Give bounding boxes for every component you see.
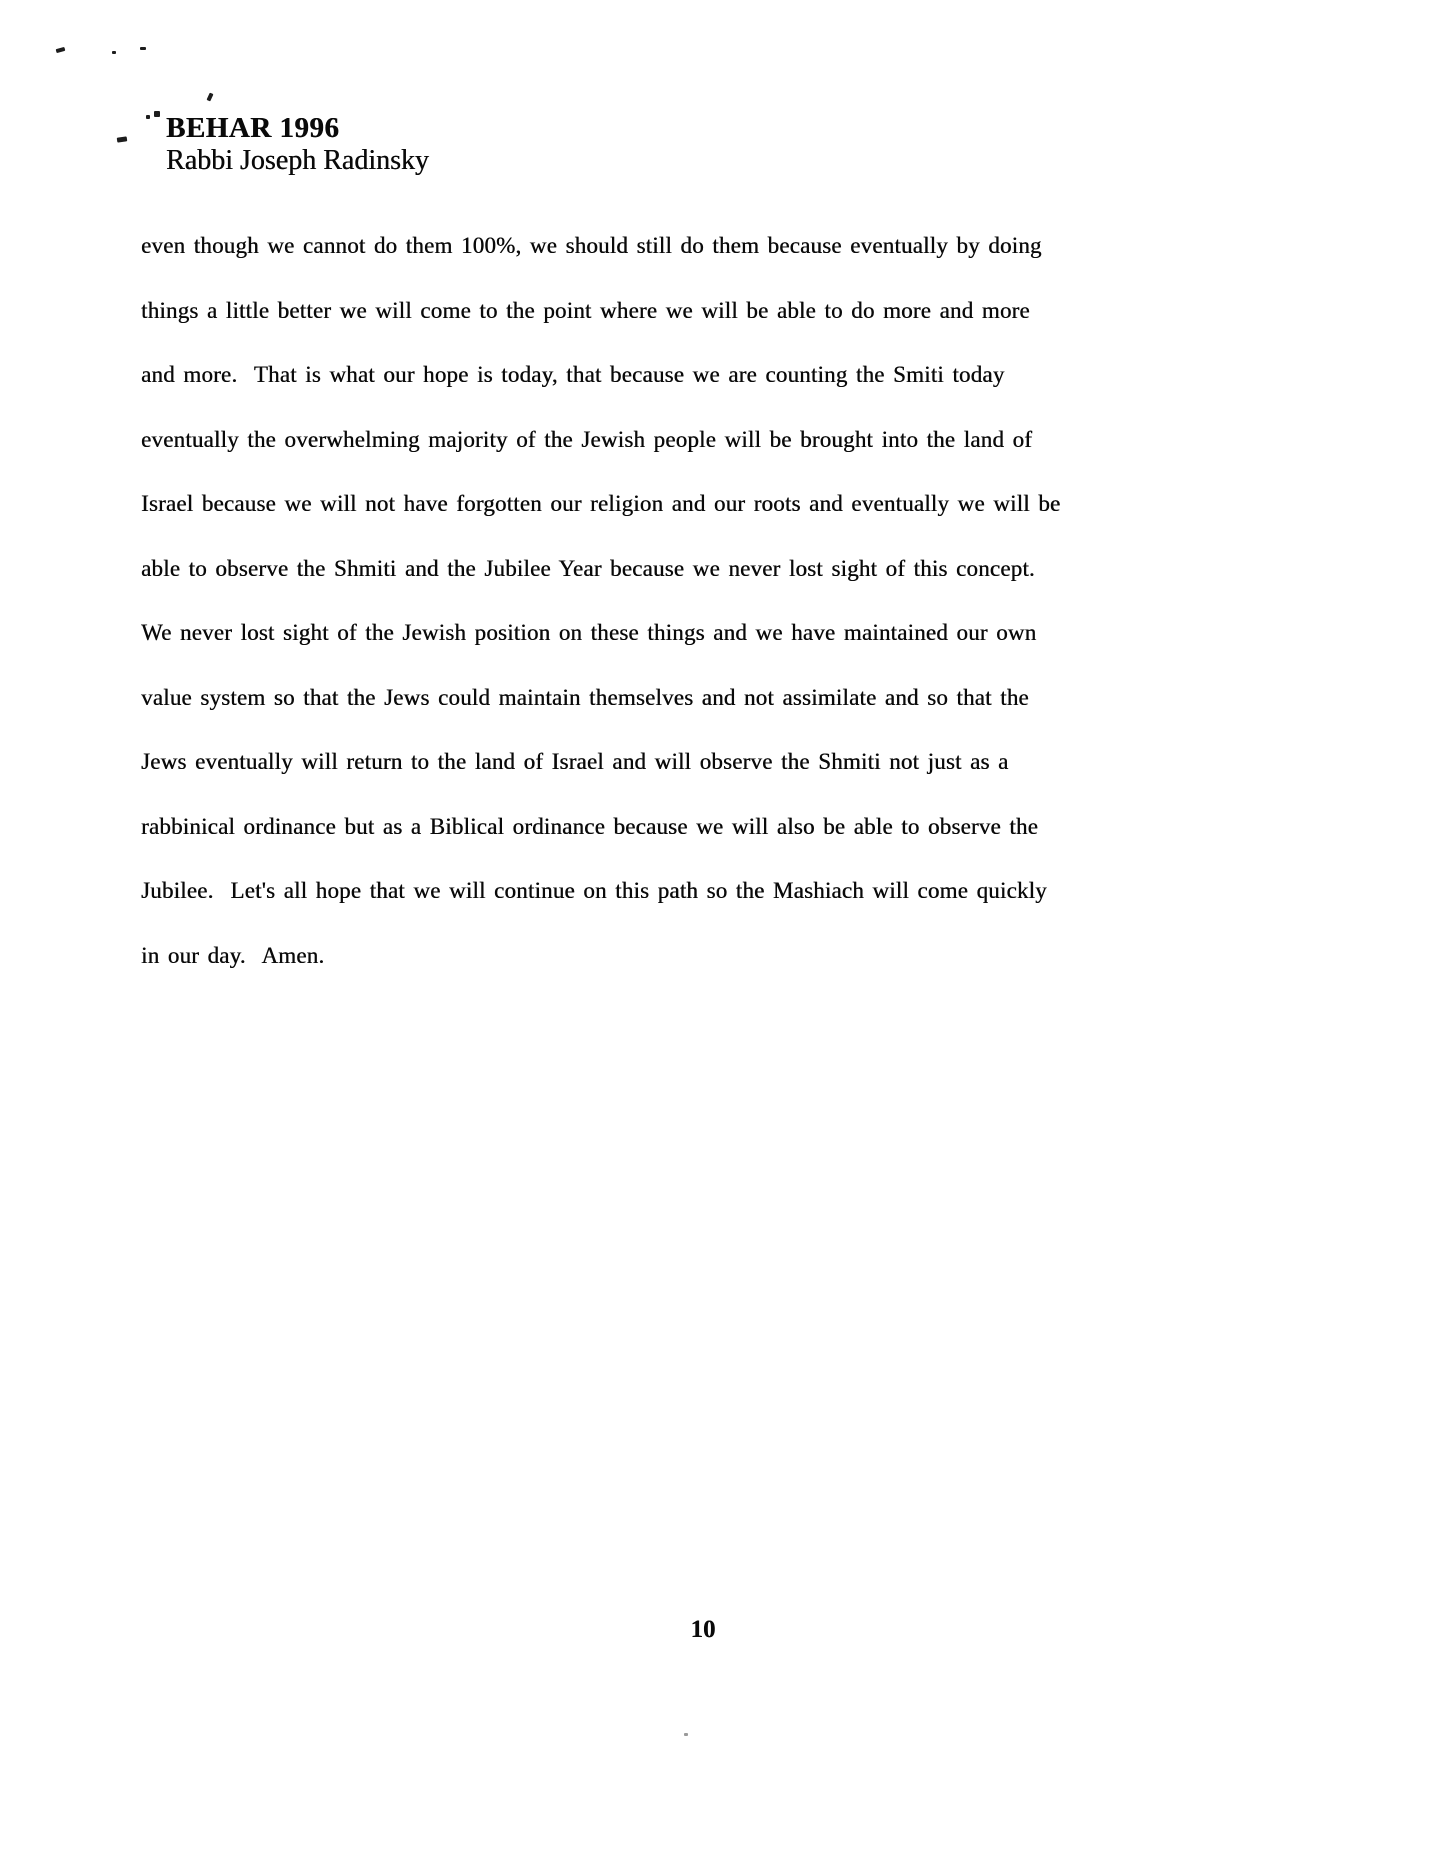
document-body [141,214,1060,988]
body-line: Jews eventually will return to the land of Israel and will observe the Shmiti not just as a [141,749,1009,774]
document-author: Rabbi Joseph Radinsky [166,145,429,176]
document-title: BEHAR 1996 [166,112,340,144]
body-line: We never lost sight of the Jewish position on these things and we have maintained our own [141,620,1037,645]
scan-speck [154,111,160,117]
scan-speck [206,93,213,102]
scan-speck [684,1733,688,1736]
body-line: and more. That is what our hope is today, that because we are counting the Smiti today [141,362,1005,387]
scan-speck [117,136,128,142]
scan-speck [112,51,116,54]
body-line: in our day. Amen. [141,942,325,968]
body-line: eventually the overwhelming majority of the Jewish people will be brought into the land of [141,426,1033,452]
body-line: Israel because we will not have forgotten our religion and our roots and eventually we will be [141,491,1061,516]
body-line: rabbinical ordinance but as a Biblical ordinance because we will also be able to observe the [141,813,1038,839]
page-number: 10 [690,1616,716,1643]
body-line: value system so that the Jews could maintain themselves and not assimilate and so that the [141,684,1029,710]
body-line: even though we cannot do them 100%, we should still do them because eventually by doing [141,233,1042,258]
scan-speck [56,47,66,53]
document-header [166,111,429,177]
body-line: things a little better we will come to the point where we will be able to do more and more [141,297,1030,323]
body-line: able to observe the Shmiti and the Jubilee Year because we never lost sight of this concept. [141,555,1035,581]
body-line: Jubilee. Let's all hope that we will continue on this path so the Mashiach will come quickly [141,878,1047,903]
scan-speck [146,115,150,119]
scan-speck [140,47,146,50]
